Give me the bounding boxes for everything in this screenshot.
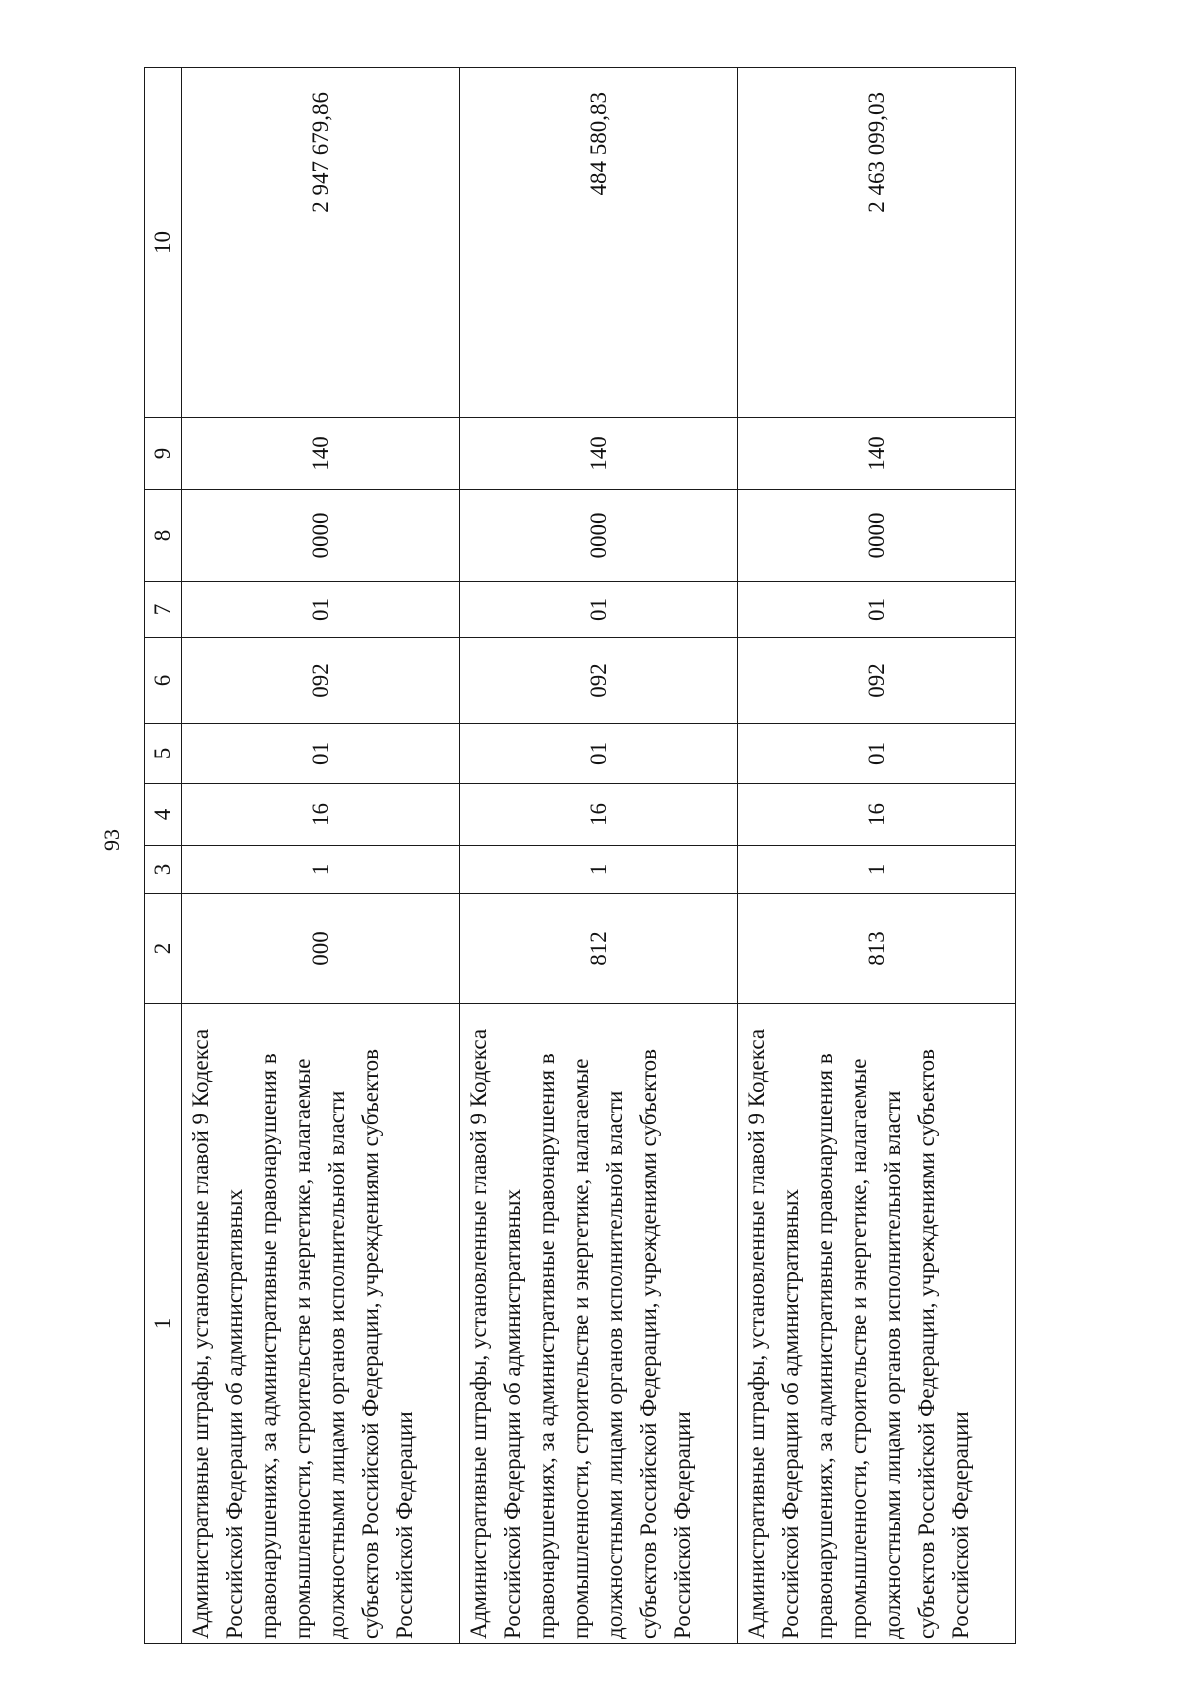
subgroup-code: 16: [738, 784, 1016, 846]
column-header: 8: [145, 490, 182, 582]
column-header: 3: [145, 846, 182, 894]
amount-value: 2 463 099,03: [738, 68, 1016, 418]
subarticle-code: 092: [182, 638, 460, 724]
group-code: 1: [182, 846, 460, 894]
admin-code: 813: [738, 894, 1016, 1004]
budget-table: [144, 67, 1016, 1644]
group-code: 1: [738, 846, 1016, 894]
program-code: 0000: [738, 490, 1016, 582]
group-code: 1: [460, 846, 738, 894]
element-code: 01: [738, 582, 1016, 638]
column-header: 2: [145, 894, 182, 1004]
subgroup-code: 16: [182, 784, 460, 846]
program-code: 0000: [182, 490, 460, 582]
column-header: 4: [145, 784, 182, 846]
article-code: 01: [182, 724, 460, 784]
table-row: [738, 68, 1016, 1644]
classification-code: 140: [460, 418, 738, 490]
classification-code: 140: [182, 418, 460, 490]
subarticle-code: 092: [460, 638, 738, 724]
column-header: 9: [145, 418, 182, 490]
column-header: 7: [145, 582, 182, 638]
column-header: 5: [145, 724, 182, 784]
element-code: 01: [182, 582, 460, 638]
classification-code: 140: [738, 418, 1016, 490]
amount-value: 2 947 679,86: [182, 68, 460, 418]
row-description: Административные штрафы, установленные главой 9 Кодекса Российской Федерации об административных правонарушениях, за административные правонарушения в промышленности, строительстве и энергетике, налагаемые должностными лицами органов исполнительной власти субъектов Российской Федерации, учреждениями субъектов Российской Федерации: [738, 1004, 1016, 1644]
column-header: 10: [145, 68, 182, 418]
admin-code: 812: [460, 894, 738, 1004]
table-row: [460, 68, 738, 1644]
subgroup-code: 16: [460, 784, 738, 846]
header-row: [145, 68, 182, 1644]
admin-code: 000: [182, 894, 460, 1004]
subarticle-code: 092: [738, 638, 1016, 724]
article-code: 01: [460, 724, 738, 784]
table-row: [182, 68, 460, 1644]
amount-value: 484 580,83: [460, 68, 738, 418]
element-code: 01: [460, 582, 738, 638]
column-header: 1: [145, 1004, 182, 1644]
row-description: Административные штрафы, установленные главой 9 Кодекса Российской Федерации об административных правонарушениях, за административные правонарушения в промышленности, строительстве и энергетике, налагаемые должностными лицами органов исполнительной власти субъектов Российской Федерации, учреждениями субъектов Российской Федерации: [182, 1004, 460, 1644]
article-code: 01: [738, 724, 1016, 784]
page-number: 93: [99, 829, 124, 851]
budget-table-container: [144, 68, 1012, 1644]
column-header: 6: [145, 638, 182, 724]
program-code: 0000: [460, 490, 738, 582]
row-description: Административные штрафы, установленные главой 9 Кодекса Российской Федерации об административных правонарушениях, за административные правонарушения в промышленности, строительстве и энергетике, налагаемые должностными лицами органов исполнительной власти субъектов Российской Федерации, учреждениями субъектов Российской Федерации: [460, 1004, 738, 1644]
